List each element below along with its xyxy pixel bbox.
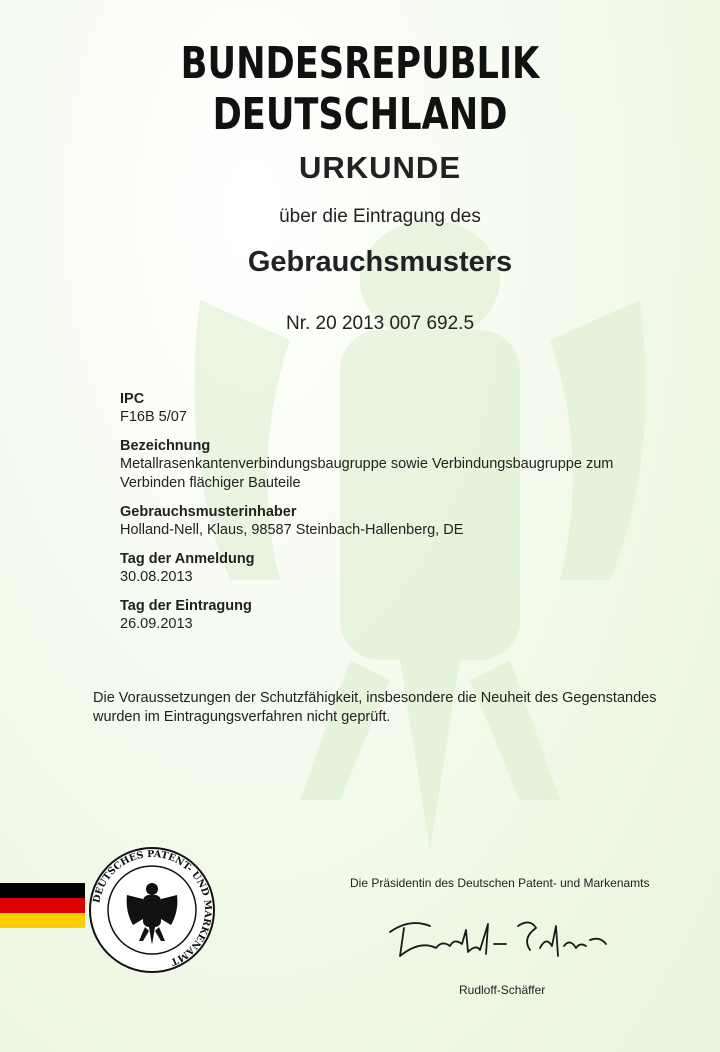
field-label: IPC	[120, 391, 145, 407]
registration-number: Nr. 20 2013 007 692.5	[285, 313, 475, 334]
field-value: 26.09.2013	[120, 616, 193, 632]
federal-eagle-seal-icon	[87, 845, 217, 975]
field-owner	[120, 503, 640, 540]
note-line: wurden im Eintragungsverfahren nicht geprüft.	[93, 709, 391, 725]
flag-black-stripe	[0, 883, 85, 898]
certificate-title: URKUNDE	[299, 150, 461, 185]
field-value: Verbinden flächiger Bauteile	[120, 475, 301, 491]
german-flag-stripe	[0, 883, 85, 928]
registration-details	[120, 390, 640, 644]
country-heading: BUNDESREPUBLIK DEUTSCHLAND	[180, 38, 540, 140]
field-label: Tag der Eintragung	[120, 598, 252, 614]
handwritten-signature	[380, 910, 620, 966]
signer-name: Rudloff-Schäffer	[459, 983, 546, 997]
field-label: Tag der Anmeldung	[120, 551, 255, 567]
field-registration-date	[120, 597, 640, 634]
field-label: Gebrauchsmusterinhaber	[120, 504, 297, 520]
certificate-subtitle: über die Eintragung des	[279, 206, 481, 227]
field-label: Bezeichnung	[120, 438, 211, 454]
field-value: Holland-Nell, Klaus, 98587 Steinbach-Hallenberg, DE	[120, 522, 464, 538]
note-line: Die Voraussetzungen der Schutzfähigkeit, insbesondere die Neuheit des Gegenstandes	[93, 690, 657, 706]
field-ipc	[120, 390, 640, 427]
field-value: F16B 5/07	[120, 409, 187, 425]
field-designation	[120, 437, 640, 493]
president-title: Die Präsidentin des Deutschen Patent- und Markenamts	[350, 876, 650, 890]
svg-text:DEUTSCHES PATENT- UND MARKENAM: DEUTSCHES PATENT- UND MARKENAMT	[91, 848, 214, 968]
flag-red-stripe	[0, 898, 85, 913]
field-filing-date	[120, 550, 640, 587]
certificate-type: Gebrauchsmusters	[247, 246, 513, 278]
field-value: Metallrasenkantenverbindungsbaugruppe sowie Verbindungsbaugruppe zum	[120, 456, 614, 472]
field-value: 30.08.2013	[120, 569, 193, 585]
examination-note	[93, 689, 693, 727]
flag-gold-stripe	[0, 913, 85, 928]
